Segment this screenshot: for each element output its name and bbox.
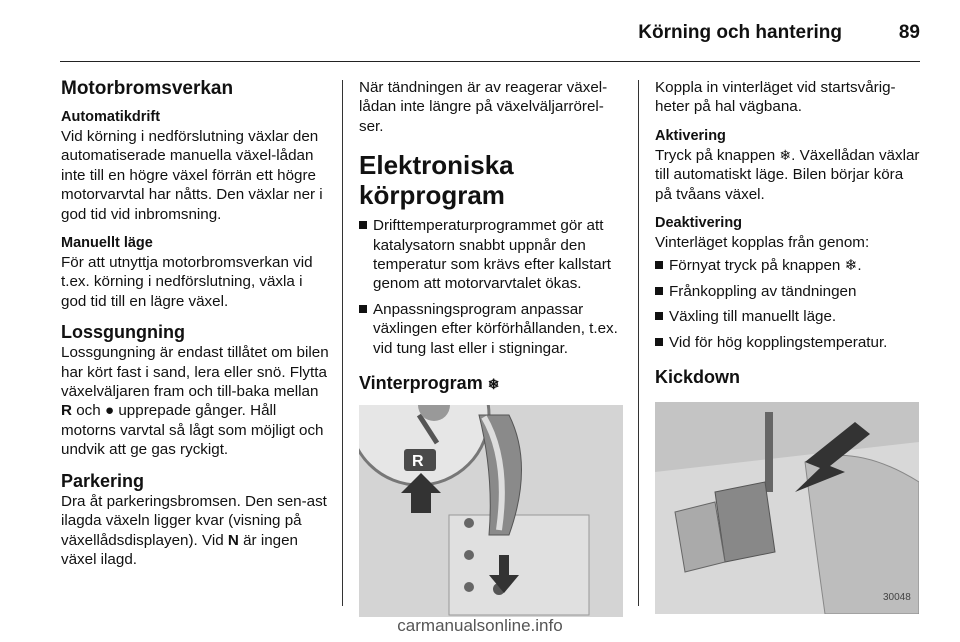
deactivation-list — [655, 256, 920, 352]
page-number: 89 — [898, 22, 920, 43]
column-1 — [61, 78, 331, 579]
header-rule — [60, 61, 920, 62]
heading-kickdown: Kickdown — [655, 367, 741, 388]
gear-selector-figure — [359, 405, 623, 617]
column-2 — [359, 78, 627, 617]
text-activation: Tryck på knappen ❄. Växellådan växlar till automatiskt läge. Bilen börjar köra på tvåans växel. — [655, 146, 920, 203]
list-item: Frånkoppling av tändningen — [655, 282, 920, 301]
list-item: Anpassningsprogram anpassar växlingen efter körförhållanden, t.ex. vid tung last eller i stigningar. — [359, 300, 627, 358]
heading-activation: Aktivering — [655, 127, 726, 144]
text-rocking: Lossgungning är endast tillåtet om bilen har kört fast i sand, lera eller snö. Flytta växelväljaren fram och till-baka mellan R och ● upprepade gånger. Håll motorns varvtal så lågt som möjligt och undvik att ge gas ryckigt. — [61, 344, 329, 459]
kickdown-figure — [655, 402, 919, 614]
snowflake-icon: ❄ — [487, 376, 500, 393]
list-item: Växling till manuellt läge. — [655, 307, 920, 326]
list-item: Vid för hög kopplingstemperatur. — [655, 333, 920, 352]
svg-text:30048: 30048 — [883, 592, 911, 604]
text-manual: För att utnyttja motorbromsverkan vid t.ex. körning i nedförslutning, växla i god tid till en lägre växel. — [61, 254, 313, 310]
chapter-title: Körning och hantering — [638, 22, 842, 43]
section-title-engine-braking: Motorbromsverkan — [61, 78, 234, 99]
text-automatic: Vid körning i nedförslutning växlar den automatiserade manuella växel-lådan inte till en högre växel förrän ett högre motorvarvtal har nåtts. Den växlar ner i god tid vid inbromsning. — [61, 128, 323, 223]
driving-program-list — [359, 216, 627, 358]
text-winter-intro: Koppla in vinterläget vid startsvårig-heter på hal vägbana. — [655, 79, 896, 116]
watermark: carmanualsonline.info — [397, 616, 563, 635]
heading-rocking: Lossgungning — [61, 322, 185, 343]
column-3 — [655, 78, 920, 614]
snowflake-icon: ❄ — [779, 146, 792, 163]
column-divider-1 — [342, 80, 343, 606]
heading-parking: Parkering — [61, 470, 145, 491]
list-item: Förnyat tryck på knappen ❄. — [655, 256, 920, 275]
heading-manual: Manuellt läge — [61, 235, 153, 252]
list-item: Drifttemperaturprogrammet gör att katalysatorn snabbt uppnår den temperatur som krävs efter kallstart genom att motorvarvtalet ökas. — [359, 216, 627, 294]
page-header — [0, 0, 960, 60]
heading-winter-program: Vinterprogram ❄ — [359, 373, 500, 394]
text-ignition-off: När tändningen är av reagerar växel-lådan inte längre på växelväljarrörel-ser. — [359, 79, 608, 135]
column-divider-2 — [638, 80, 639, 606]
section-title-driving-programs: Elektroniska körprogram — [359, 150, 514, 211]
text-parking: Dra åt parkeringsbromsen. Den sen-ast ilagda växeln ligger kvar (visning på växellådsdisplayen). Vid N är ingen växel ilagd. — [61, 492, 327, 568]
heading-automatic: Automatikdrift — [61, 109, 161, 125]
text-deactivation: Vinterläget kopplas från genom: — [655, 234, 870, 252]
heading-deactivation: Deaktivering — [655, 215, 743, 232]
svg-text:R: R — [412, 453, 424, 471]
